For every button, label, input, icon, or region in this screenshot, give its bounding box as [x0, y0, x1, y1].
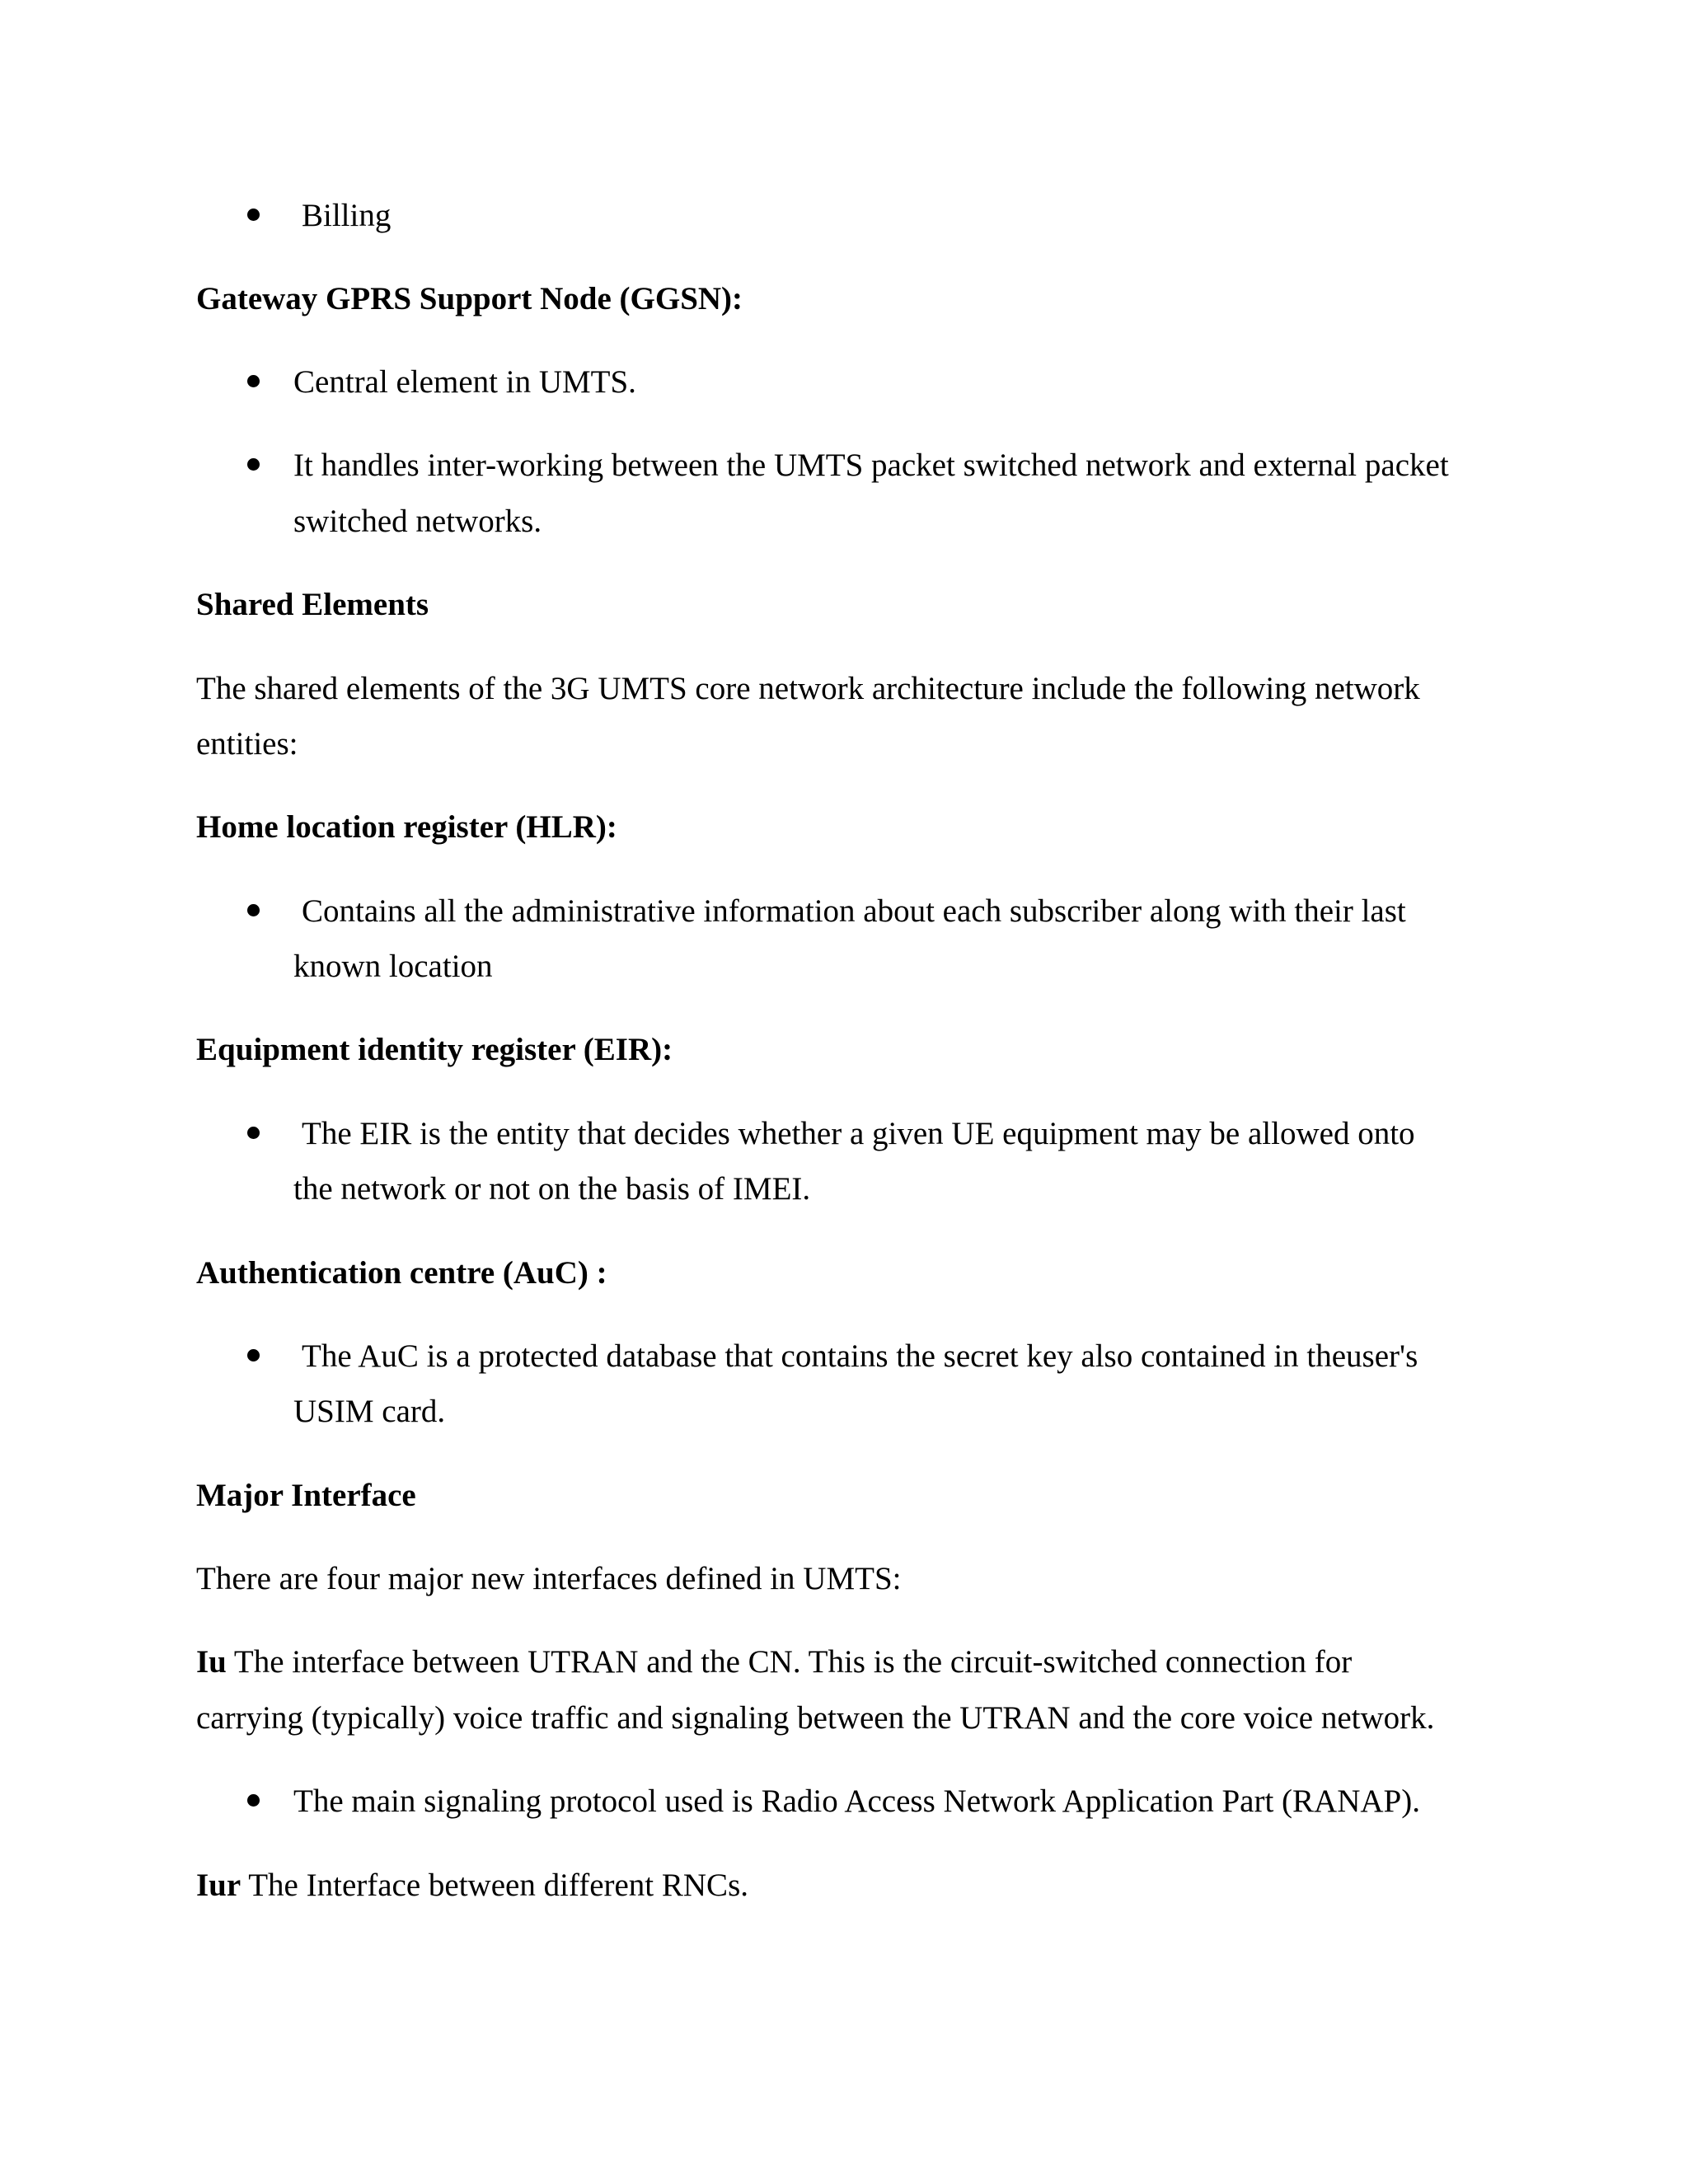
bullet-item-central-element: Central element in UMTS.: [293, 364, 636, 400]
iu-description: The interface between UTRAN and the CN. This is the circuit-switched connection for: [226, 1644, 1353, 1680]
heading-eir: Equipment identity register (EIR):: [196, 1032, 673, 1067]
bullet-icon: [247, 458, 260, 471]
bullet-item-interworking-line1: It handles inter-working between the UMTS packet switched network and external packet: [293, 448, 1449, 483]
bullet-item-eir-line2: the network or not on the basis of IMEI.: [293, 1171, 811, 1207]
bullet-icon: [247, 209, 260, 221]
bullet-icon: [247, 1794, 260, 1807]
term-iur: Iur: [196, 1868, 241, 1903]
heading-shared-elements: Shared Elements: [196, 587, 429, 622]
paragraph-shared-line1: The shared elements of the 3G UMTS core network architecture include the following network: [196, 671, 1420, 706]
bullet-icon: [247, 904, 260, 916]
bullet-icon: [247, 1127, 260, 1139]
bullet-item-hlr-line1: Contains all the administrative information about each subscriber along with their last: [302, 893, 1406, 929]
bullet-item-hlr-line2: known location: [293, 949, 493, 984]
bullet-icon: [247, 1349, 260, 1361]
paragraph-iu-line1: [196, 1643, 1352, 1682]
bullet-item-auc-line2: USIM card.: [293, 1394, 446, 1429]
iur-description: The Interface between different RNCs.: [241, 1868, 748, 1903]
heading-ggsn: Gateway GPRS Support Node (GGSN):: [196, 281, 743, 316]
paragraph-major-interfaces: There are four major new interfaces defined in UMTS:: [196, 1561, 902, 1596]
paragraph-shared-line2: entities:: [196, 726, 298, 762]
term-iu: Iu: [196, 1644, 227, 1680]
heading-auc: Authentication centre (AuC) :: [196, 1255, 607, 1291]
bullet-item-interworking-line2: switched networks.: [293, 504, 542, 539]
heading-hlr: Home location register (HLR):: [196, 809, 617, 845]
bullet-item-eir-line1: The EIR is the entity that decides whether a given UE equipment may be allowed onto: [302, 1116, 1415, 1151]
paragraph-iu-line2: carrying (typically) voice traffic and signaling between the UTRAN and the core voice network.: [196, 1700, 1435, 1736]
bullet-item-billing: Billing: [302, 198, 392, 233]
bullet-item-ranap: The main signaling protocol used is Radio Access Network Application Part (RANAP).: [293, 1783, 1420, 1819]
bullet-item-auc-line1: The AuC is a protected database that contains the secret key also contained in theuser's: [302, 1338, 1418, 1374]
heading-major-interface: Major Interface: [196, 1478, 416, 1513]
paragraph-iur: [196, 1866, 748, 1905]
bullet-icon: [247, 375, 260, 387]
